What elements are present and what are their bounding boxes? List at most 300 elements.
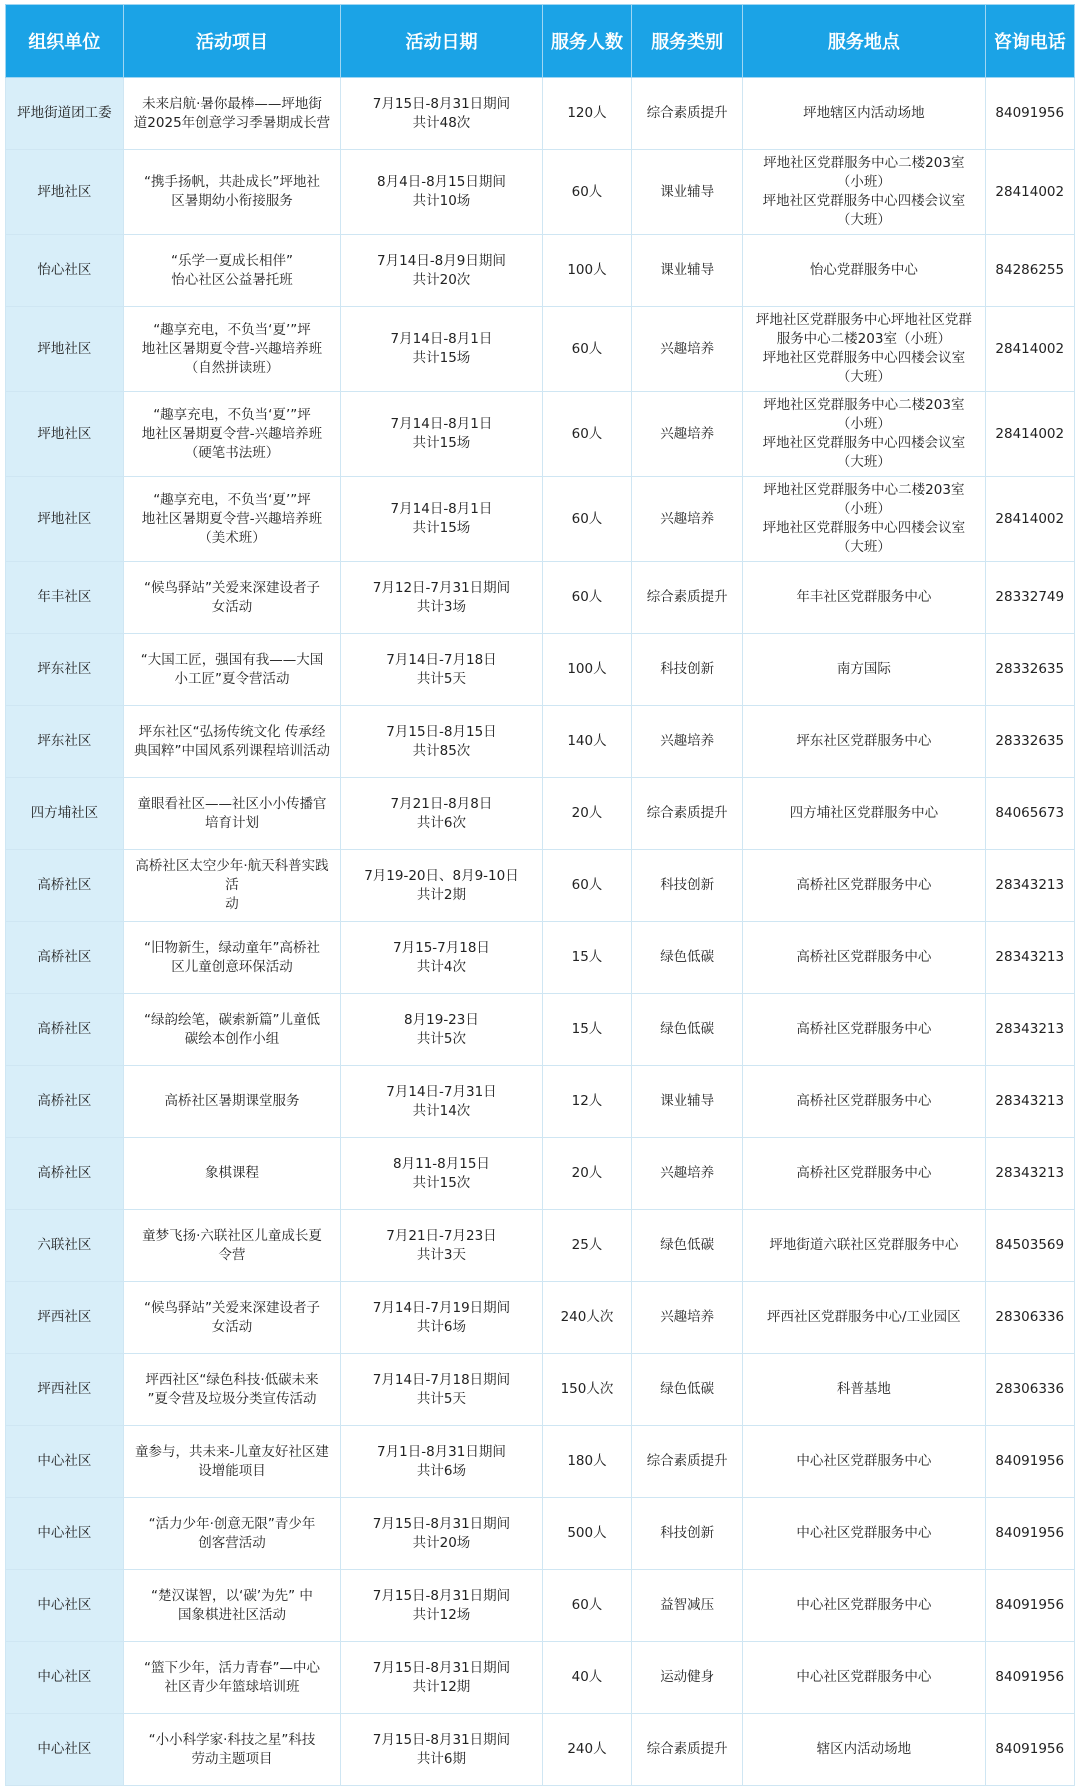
cell-line: 8月11-8月15日 — [393, 1155, 490, 1172]
cell-line: 7月14日-7月19日期间 — [372, 1299, 511, 1316]
cell-line: 高桥社区党群服务中心 — [796, 1021, 932, 1037]
category-cell: 综合素质提升 — [632, 1426, 743, 1498]
org-cell: 中心社区 — [6, 1498, 124, 1570]
cell-line: “楚汉谋智，以‘碳’为先” 中 — [151, 1587, 313, 1604]
date-cell — [341, 1498, 543, 1570]
location-cell — [743, 1210, 985, 1282]
cell-line: 社区青少年篮球培训班 — [164, 1678, 300, 1695]
count-cell: 150人次 — [542, 1354, 631, 1426]
date-cell — [341, 78, 543, 150]
location-cell — [743, 778, 985, 850]
cell-line: “篮下少年，活力青春”—中心 — [143, 1659, 320, 1676]
phone-cell: 28343213 — [985, 922, 1075, 994]
location-cell — [743, 1354, 985, 1426]
cell-line: “趣享充电，不负当‘夏’”坪 — [153, 321, 311, 338]
cell-line: 女活动 — [211, 598, 253, 615]
cell-line: （小班） — [836, 416, 891, 432]
date-cell — [341, 1714, 543, 1786]
count-cell: 60人 — [542, 477, 631, 562]
cell-line: 中心社区党群服务中心 — [796, 1525, 932, 1541]
location-cell — [743, 78, 985, 150]
table-row — [6, 307, 1075, 392]
project-cell — [123, 307, 340, 392]
header-project: 活动项目 — [123, 5, 340, 78]
cell-line: 8月4日-8月15日期间 — [377, 174, 506, 190]
cell-line: 7月15日-8月31日期间 — [372, 1587, 511, 1604]
cell-line: 中心社区党群服务中心 — [796, 1453, 932, 1469]
cell-line: （大班） — [836, 539, 891, 555]
date-cell — [341, 1138, 543, 1210]
category-cell: 兴趣培养 — [632, 477, 743, 562]
activity-table — [5, 4, 1075, 1786]
location-cell — [743, 1138, 985, 1210]
cell-line: （自然拼读班） — [184, 359, 280, 376]
table-row — [6, 235, 1075, 307]
header-category: 服务类别 — [632, 5, 743, 78]
location-cell — [743, 850, 985, 922]
cell-line: 坪地社区党群服务中心二楼203室 — [763, 155, 965, 171]
count-cell: 60人 — [542, 307, 631, 392]
category-cell: 绿色低碳 — [632, 1354, 743, 1426]
date-cell — [341, 235, 543, 307]
cell-line: （硬笔书法班） — [184, 444, 280, 461]
category-cell: 兴趣培养 — [632, 307, 743, 392]
project-cell — [123, 1354, 340, 1426]
cell-line: 中心社区党群服务中心 — [796, 1597, 932, 1613]
date-cell — [341, 634, 543, 706]
project-cell — [123, 1498, 340, 1570]
org-cell: 高桥社区 — [6, 994, 124, 1066]
project-cell — [123, 562, 340, 634]
table-row — [6, 706, 1075, 778]
phone-cell: 28343213 — [985, 1138, 1075, 1210]
date-cell — [341, 392, 543, 477]
table-row — [6, 922, 1075, 994]
project-cell — [123, 1714, 340, 1786]
date-cell — [341, 1282, 543, 1354]
cell-line: 共计12期 — [412, 1678, 471, 1695]
cell-line: 女活动 — [211, 1318, 253, 1335]
cell-line: 象棋课程 — [204, 1165, 259, 1181]
cell-line: 辖区内活动场地 — [816, 1741, 912, 1757]
category-cell: 课业辅导 — [632, 235, 743, 307]
cell-line: 坪东社区“弘扬传统文化 传承经 — [138, 723, 326, 740]
cell-line: 共计15场 — [412, 520, 471, 536]
phone-cell: 28414002 — [985, 392, 1075, 477]
cell-line: 高桥社区党群服务中心 — [796, 1093, 932, 1109]
project-cell — [123, 634, 340, 706]
cell-line: （小班） — [836, 174, 891, 190]
cell-line: 童梦飞扬·六联社区儿童成长夏 — [142, 1227, 322, 1244]
date-cell — [341, 994, 543, 1066]
table-row — [6, 150, 1075, 235]
project-cell — [123, 1642, 340, 1714]
cell-line: 7月15日-8月31日期间 — [372, 95, 511, 112]
cell-line: 共计5天 — [416, 670, 467, 687]
cell-line: 未来启航·暑你最棒——坪地街 — [142, 95, 322, 112]
count-cell: 240人 — [542, 1714, 631, 1786]
cell-line: 怡心党群服务中心 — [809, 262, 918, 278]
table-row — [6, 1066, 1075, 1138]
project-cell — [123, 706, 340, 778]
cell-line: “携手扬帆，共赴成长”坪地社 — [143, 174, 320, 190]
count-cell: 120人 — [542, 78, 631, 150]
cell-line: 7月14日-7月31日 — [386, 1083, 497, 1100]
location-cell — [743, 477, 985, 562]
project-cell — [123, 1570, 340, 1642]
count-cell: 25人 — [542, 1210, 631, 1282]
org-cell: 高桥社区 — [6, 1066, 124, 1138]
cell-line: 7月15日-8月15日 — [386, 723, 497, 740]
cell-line: 7月15-7月18日 — [393, 939, 490, 956]
table-row — [6, 1426, 1075, 1498]
table-row — [6, 1642, 1075, 1714]
cell-line: 7月15日-8月31日期间 — [372, 1515, 511, 1532]
cell-line: 共计10场 — [412, 193, 471, 209]
cell-line: 7月14日-7月18日 — [386, 651, 497, 668]
table-row — [6, 477, 1075, 562]
table-row — [6, 994, 1075, 1066]
cell-line: 7月21日-8月8日 — [390, 795, 493, 812]
count-cell: 60人 — [542, 392, 631, 477]
project-cell — [123, 78, 340, 150]
org-cell: 坪西社区 — [6, 1354, 124, 1426]
cell-line: 共计5次 — [416, 1030, 467, 1047]
category-cell: 综合素质提升 — [632, 778, 743, 850]
count-cell: 60人 — [542, 562, 631, 634]
cell-line: 劳动主题项目 — [191, 1750, 273, 1767]
location-cell — [743, 1498, 985, 1570]
cell-line: 南方国际 — [836, 661, 891, 677]
table-row — [6, 1138, 1075, 1210]
cell-line: 小工匠”夏令营活动 — [174, 670, 290, 687]
org-cell: 四方埔社区 — [6, 778, 124, 850]
phone-cell: 28343213 — [985, 994, 1075, 1066]
cell-line: 地社区暑期夏令营-兴趣培养班 — [141, 340, 323, 357]
project-cell — [123, 1066, 340, 1138]
cell-line: 区暑期幼小衔接服务 — [171, 193, 293, 209]
cell-line: 地社区暑期夏令营-兴趣培养班 — [141, 425, 323, 442]
table-body — [6, 78, 1075, 1786]
category-cell: 绿色低碳 — [632, 994, 743, 1066]
cell-line: 7月1日-8月31日期间 — [377, 1443, 506, 1460]
cell-line: 培育计划 — [204, 814, 259, 831]
phone-cell: 84503569 — [985, 1210, 1075, 1282]
cell-line: “活力少年·创意无限”青少年 — [148, 1515, 316, 1532]
location-cell — [743, 1282, 985, 1354]
cell-line: 科普基地 — [836, 1381, 891, 1397]
table-row — [6, 1714, 1075, 1786]
cell-line: 共计12场 — [412, 1606, 471, 1623]
cell-line: （小班） — [836, 501, 891, 517]
count-cell: 20人 — [542, 778, 631, 850]
org-cell: 高桥社区 — [6, 850, 124, 922]
project-cell — [123, 392, 340, 477]
project-cell — [123, 1138, 340, 1210]
cell-line: 坪地社区党群服务中心四楼会议室 — [762, 350, 966, 366]
count-cell: 60人 — [542, 850, 631, 922]
cell-line: 坪地社区党群服务中心坪地社区党群 — [755, 312, 972, 328]
location-cell — [743, 634, 985, 706]
cell-line: 坪西社区党群服务中心/工业园区 — [767, 1309, 961, 1325]
org-cell: 坪地社区 — [6, 392, 124, 477]
org-cell: 坪地社区 — [6, 150, 124, 235]
category-cell: 绿色低碳 — [632, 922, 743, 994]
cell-line: “趣享充电，不负当‘夏’”坪 — [153, 491, 311, 508]
cell-line: 令营 — [218, 1246, 246, 1263]
category-cell: 益智减压 — [632, 1570, 743, 1642]
table-row — [6, 1354, 1075, 1426]
category-cell: 课业辅导 — [632, 1066, 743, 1138]
cell-line: 坪地社区党群服务中心四楼会议室 — [762, 520, 966, 536]
header-location: 服务地点 — [743, 5, 985, 78]
cell-line: 坪地社区党群服务中心二楼203室 — [763, 397, 965, 413]
category-cell: 课业辅导 — [632, 150, 743, 235]
count-cell: 100人 — [542, 634, 631, 706]
cell-line: 共计2期 — [416, 886, 467, 903]
cell-line: 8月19-23日 — [404, 1011, 479, 1028]
count-cell: 240人次 — [542, 1282, 631, 1354]
project-cell — [123, 850, 340, 922]
cell-line: 高桥社区太空少年·航天科普实践活 — [135, 858, 329, 893]
date-cell — [341, 1570, 543, 1642]
count-cell: 15人 — [542, 994, 631, 1066]
phone-cell: 84091956 — [985, 78, 1075, 150]
count-cell: 140人 — [542, 706, 631, 778]
header-date: 活动日期 — [341, 5, 543, 78]
count-cell: 500人 — [542, 1498, 631, 1570]
table-row — [6, 562, 1075, 634]
cell-line: 高桥社区党群服务中心 — [796, 949, 932, 965]
date-cell — [341, 307, 543, 392]
category-cell: 运动健身 — [632, 1642, 743, 1714]
cell-line: 共计5天 — [416, 1390, 467, 1407]
phone-cell: 28414002 — [985, 477, 1075, 562]
date-cell — [341, 150, 543, 235]
date-cell — [341, 1066, 543, 1138]
project-cell — [123, 1426, 340, 1498]
count-cell: 60人 — [542, 1570, 631, 1642]
date-cell — [341, 1354, 543, 1426]
table-header-row — [6, 5, 1075, 78]
date-cell — [341, 1642, 543, 1714]
cell-line: （美术班） — [198, 529, 266, 546]
phone-cell: 28343213 — [985, 1066, 1075, 1138]
phone-cell: 28332635 — [985, 706, 1075, 778]
cell-line: “候鸟驿站”关爱来深建设者子 — [143, 579, 320, 596]
project-cell — [123, 1282, 340, 1354]
org-cell: 中心社区 — [6, 1426, 124, 1498]
category-cell: 科技创新 — [632, 634, 743, 706]
location-cell — [743, 1066, 985, 1138]
cell-line: 共计15场 — [412, 435, 471, 451]
cell-line: 共计20次 — [412, 271, 471, 288]
cell-line: 7月15日-8月31日期间 — [372, 1659, 511, 1676]
org-cell: 坪地社区 — [6, 477, 124, 562]
cell-line: 坪地社区党群服务中心四楼会议室 — [762, 435, 966, 451]
cell-line: （大班） — [836, 454, 891, 470]
cell-line: 共计14次 — [412, 1102, 471, 1119]
date-cell — [341, 922, 543, 994]
header-phone: 咨询电话 — [985, 5, 1075, 78]
count-cell: 100人 — [542, 235, 631, 307]
org-cell: 六联社区 — [6, 1210, 124, 1282]
date-cell — [341, 1426, 543, 1498]
org-cell: 年丰社区 — [6, 562, 124, 634]
cell-line: 四方埔社区党群服务中心 — [789, 805, 939, 821]
org-cell: 中心社区 — [6, 1642, 124, 1714]
cell-line: ”夏令营及垃圾分类宣传活动 — [147, 1390, 317, 1407]
category-cell: 综合素质提升 — [632, 78, 743, 150]
cell-line: 7月14日-7月18日期间 — [372, 1371, 511, 1388]
cell-line: 坪地辖区内活动场地 — [803, 105, 925, 121]
phone-cell: 28332635 — [985, 634, 1075, 706]
category-cell: 综合素质提升 — [632, 562, 743, 634]
cell-line: 年丰社区党群服务中心 — [796, 589, 932, 605]
location-cell — [743, 922, 985, 994]
cell-line: 共计15次 — [412, 1174, 471, 1191]
cell-line: 坪地社区党群服务中心四楼会议室 — [762, 193, 966, 209]
cell-line: “趣享充电，不负当‘夏’”坪 — [153, 406, 311, 423]
table-row — [6, 850, 1075, 922]
cell-line: 共计3天 — [416, 1246, 467, 1263]
category-cell: 综合素质提升 — [632, 1714, 743, 1786]
cell-line: 7月12日-7月31日期间 — [372, 579, 511, 596]
phone-cell: 84091956 — [985, 1642, 1075, 1714]
phone-cell: 84286255 — [985, 235, 1075, 307]
table-row — [6, 778, 1075, 850]
cell-line: 设增能项目 — [198, 1462, 266, 1479]
phone-cell: 84091956 — [985, 1426, 1075, 1498]
count-cell: 15人 — [542, 922, 631, 994]
phone-cell: 84091956 — [985, 1570, 1075, 1642]
date-cell — [341, 850, 543, 922]
project-cell — [123, 778, 340, 850]
cell-line: 共计15场 — [412, 350, 471, 366]
category-cell: 科技创新 — [632, 1498, 743, 1570]
project-cell — [123, 235, 340, 307]
cell-line: 共计20场 — [412, 1534, 471, 1551]
table-row — [6, 392, 1075, 477]
cell-line: 怡心社区公益暑托班 — [171, 271, 293, 288]
location-cell — [743, 1570, 985, 1642]
count-cell: 12人 — [542, 1066, 631, 1138]
cell-line: （大班） — [836, 369, 891, 385]
cell-line: （大班） — [836, 212, 891, 228]
location-cell — [743, 150, 985, 235]
phone-cell: 28306336 — [985, 1282, 1075, 1354]
count-cell: 40人 — [542, 1642, 631, 1714]
date-cell — [341, 562, 543, 634]
org-cell: 坪西社区 — [6, 1282, 124, 1354]
cell-line: 共计6次 — [416, 814, 467, 831]
cell-line: 高桥社区党群服务中心 — [796, 1165, 932, 1181]
location-cell — [743, 994, 985, 1066]
table-row — [6, 1210, 1075, 1282]
cell-line: 创客营活动 — [198, 1534, 266, 1551]
cell-line: 典国粹”中国风系列课程培训活动 — [133, 742, 330, 759]
cell-line: 共计6场 — [416, 1318, 467, 1335]
cell-line: 共计85次 — [412, 742, 471, 759]
project-cell — [123, 1210, 340, 1282]
cell-line: 7月14日-8月1日 — [390, 331, 493, 347]
cell-line: 中心社区党群服务中心 — [796, 1669, 932, 1685]
phone-cell: 28414002 — [985, 150, 1075, 235]
category-cell: 兴趣培养 — [632, 1282, 743, 1354]
cell-line: 共计48次 — [412, 114, 471, 131]
cell-line: 共计4次 — [416, 958, 467, 975]
location-cell — [743, 1642, 985, 1714]
category-cell: 绿色低碳 — [632, 1210, 743, 1282]
header-org: 组织单位 — [6, 5, 124, 78]
activity-table-sheet — [5, 4, 1075, 1786]
header-count: 服务人数 — [542, 5, 631, 78]
cell-line: “乐学一夏成长相伴” — [170, 252, 293, 269]
project-cell — [123, 994, 340, 1066]
cell-line: 7月21日-7月23日 — [386, 1227, 497, 1244]
org-cell: 坪东社区 — [6, 634, 124, 706]
org-cell: 坪东社区 — [6, 706, 124, 778]
org-cell: 怡心社区 — [6, 235, 124, 307]
org-cell: 坪地街道团工委 — [6, 78, 124, 150]
cell-line: 共计6场 — [416, 1462, 467, 1479]
cell-line: 高桥社区党群服务中心 — [796, 877, 932, 893]
cell-line: 7月19-20日、8月9-10日 — [364, 867, 519, 884]
date-cell — [341, 706, 543, 778]
table-row — [6, 78, 1075, 150]
phone-cell: 28332749 — [985, 562, 1075, 634]
cell-line: 童眼看社区——社区小小传播官 — [137, 795, 327, 812]
cell-line: 共计6期 — [416, 1750, 467, 1767]
table-row — [6, 1282, 1075, 1354]
cell-line: 7月14日-8月1日 — [390, 501, 493, 517]
location-cell — [743, 307, 985, 392]
cell-line: 动 — [225, 896, 239, 912]
date-cell — [341, 1210, 543, 1282]
phone-cell: 28306336 — [985, 1354, 1075, 1426]
cell-line: 道2025年创意学习季暑期成长营 — [133, 114, 331, 131]
cell-line: 坪东社区党群服务中心 — [796, 733, 932, 749]
phone-cell: 28414002 — [985, 307, 1075, 392]
cell-line: 7月14日-8月9日期间 — [377, 252, 506, 269]
cell-line: 7月14日-8月1日 — [390, 416, 493, 432]
category-cell: 兴趣培养 — [632, 1138, 743, 1210]
date-cell — [341, 477, 543, 562]
cell-line: “绿韵绘笔，碳索新篇”儿童低 — [143, 1011, 320, 1028]
cell-line: 地社区暑期夏令营-兴趣培养班 — [141, 510, 323, 527]
cell-line: 坪西社区“绿色科技·低碳未来 — [145, 1371, 319, 1388]
cell-line: 共计3场 — [416, 598, 467, 615]
cell-line: 服务中心二楼203室（小班） — [776, 331, 951, 347]
org-cell: 高桥社区 — [6, 922, 124, 994]
cell-line: 区儿童创意环保活动 — [171, 958, 293, 975]
cell-line: “大国工匠，强国有我——大国 — [140, 651, 324, 668]
location-cell — [743, 392, 985, 477]
cell-line: 坪地社区党群服务中心二楼203室 — [763, 482, 965, 498]
category-cell: 兴趣培养 — [632, 706, 743, 778]
location-cell — [743, 1714, 985, 1786]
org-cell: 中心社区 — [6, 1714, 124, 1786]
phone-cell: 84091956 — [985, 1498, 1075, 1570]
cell-line: 坪地街道六联社区党群服务中心 — [769, 1237, 959, 1253]
project-cell — [123, 150, 340, 235]
table-row — [6, 1570, 1075, 1642]
location-cell — [743, 1426, 985, 1498]
org-cell: 高桥社区 — [6, 1138, 124, 1210]
count-cell: 60人 — [542, 150, 631, 235]
phone-cell: 84091956 — [985, 1714, 1075, 1786]
count-cell: 20人 — [542, 1138, 631, 1210]
